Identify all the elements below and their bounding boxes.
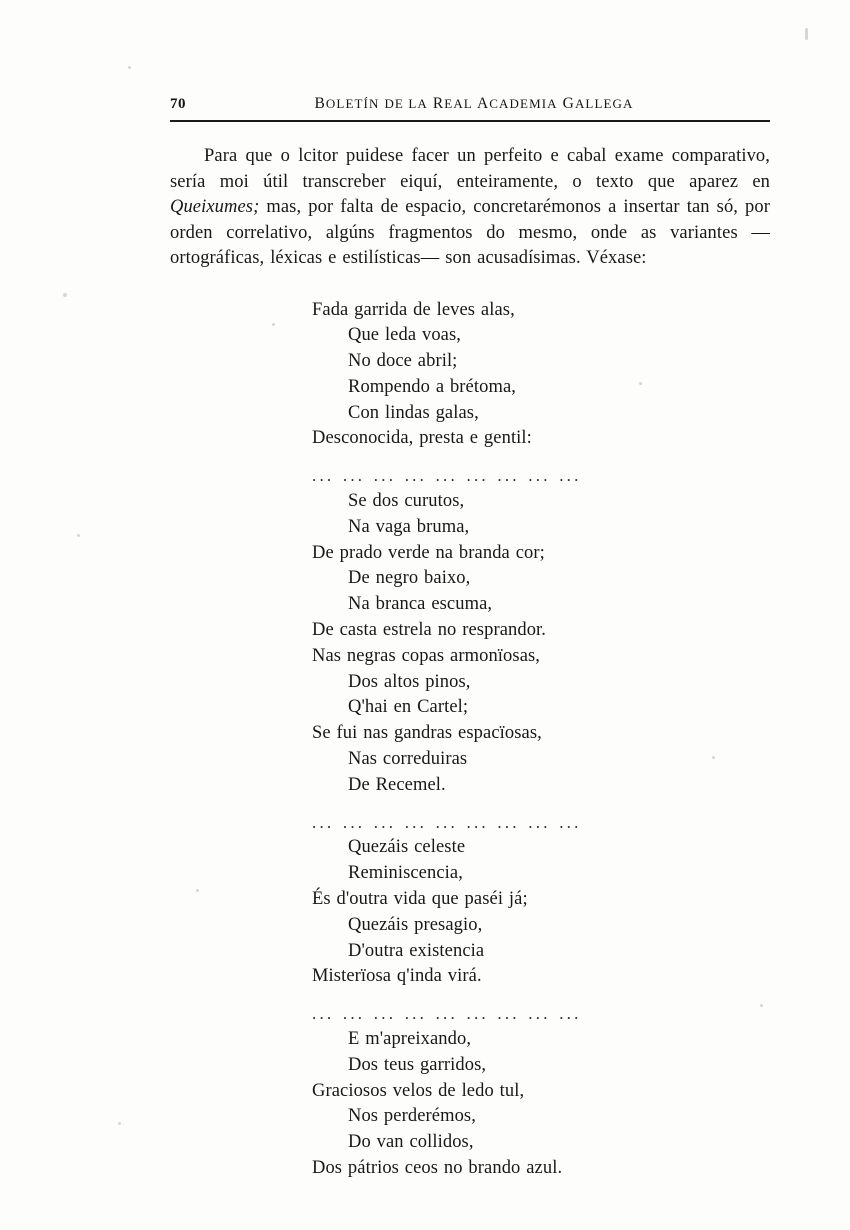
verse-line: Nos perderémos, xyxy=(348,1106,476,1127)
body-paragraph xyxy=(170,144,770,272)
page-content xyxy=(170,95,770,1182)
verse-line: És d'outra vida que paséi já; xyxy=(312,889,528,910)
stanza-gap xyxy=(170,452,770,463)
verse-line: De casta estrela no resprandor. xyxy=(312,620,547,641)
verse-line: De prado verde na branda cor; xyxy=(312,542,545,563)
verse-line: Reminiscencia, xyxy=(348,863,463,884)
verse-separator: ... ... ... ... ... ... ... ... ... xyxy=(312,812,582,832)
header-rule xyxy=(170,120,770,122)
verse-line: Quezáis presagio, xyxy=(348,914,483,935)
page-header xyxy=(170,95,770,113)
verse-block xyxy=(170,298,770,1182)
verse-line: Se dos curutos, xyxy=(348,491,465,512)
verse-line: Do van collidos, xyxy=(348,1132,474,1153)
verse-separator: ... ... ... ... ... ... ... ... ... xyxy=(312,466,582,486)
verse-line: Desconocida, presta e gentil: xyxy=(312,428,532,449)
verse-line: Que leda voas, xyxy=(348,325,462,346)
running-title xyxy=(230,95,770,113)
verse-line: Fada garrida de leves alas, xyxy=(312,299,515,320)
verse-line: De negro baixo, xyxy=(348,568,471,589)
stanza-gap xyxy=(170,990,770,1001)
scan-speck xyxy=(805,28,808,40)
verse-line: E m'apreixando, xyxy=(348,1029,472,1050)
verse-line: Quezáis celeste xyxy=(348,837,466,858)
verse-line: Dos pátrios ceos no brando azul. xyxy=(312,1158,563,1178)
verse-line: Con lindas galas, xyxy=(348,402,479,423)
italic-title: Queixumes; xyxy=(170,197,260,217)
verse-line: Q'hai en Cartel; xyxy=(348,697,469,718)
running-title-text: BOLETÍN DE LA REAL ACADEMIA GALLEGA xyxy=(314,95,634,112)
verse-separator: ... ... ... ... ... ... ... ... ... xyxy=(312,1004,582,1024)
verse-line: Na branca escuma, xyxy=(348,594,493,615)
verse-line: Na vaga bruma, xyxy=(348,516,470,537)
verse-line: D'outra existencia xyxy=(348,940,485,961)
verse-line: No doce abril; xyxy=(348,351,458,372)
page-number: 70 xyxy=(170,96,186,112)
scan-speck xyxy=(63,293,67,297)
paragraph-part-1: Para que o lcitor puidese facer un perfeito e cabal exame comparativo, sería moi útil transcreber eiquí, enteiramente, o texto que aparez en xyxy=(170,146,770,192)
verse-line: Dos teus garridos, xyxy=(348,1054,487,1075)
verse-line: Rompendo a brétoma, xyxy=(348,376,516,397)
verse-line: Misterïosa q'inda virá. xyxy=(312,966,482,987)
verse-line: Graciosos velos de ledo tul, xyxy=(312,1080,525,1101)
verse-line: Nas correduiras xyxy=(348,749,468,770)
verse-line: De Recemel. xyxy=(348,774,446,795)
verse-line: Se fui nas gandras espacïosas, xyxy=(312,723,542,744)
verse-line: Dos altos pinos, xyxy=(348,671,471,692)
paragraph-part-2: mas, por falta de espacio, concretarémonos a insertar tan só, por orden correlativo, algúns fragmentos do mesmo, onde as variantes —ortográficas, léxicas e estilísticas— son acusadísimas. Véxase: xyxy=(170,197,770,268)
verse-line: Nas negras copas armonïosas, xyxy=(312,645,541,666)
scan-speck xyxy=(77,534,80,537)
scan-speck xyxy=(118,1122,121,1125)
scan-speck xyxy=(128,66,131,69)
stanza-gap xyxy=(170,799,770,810)
